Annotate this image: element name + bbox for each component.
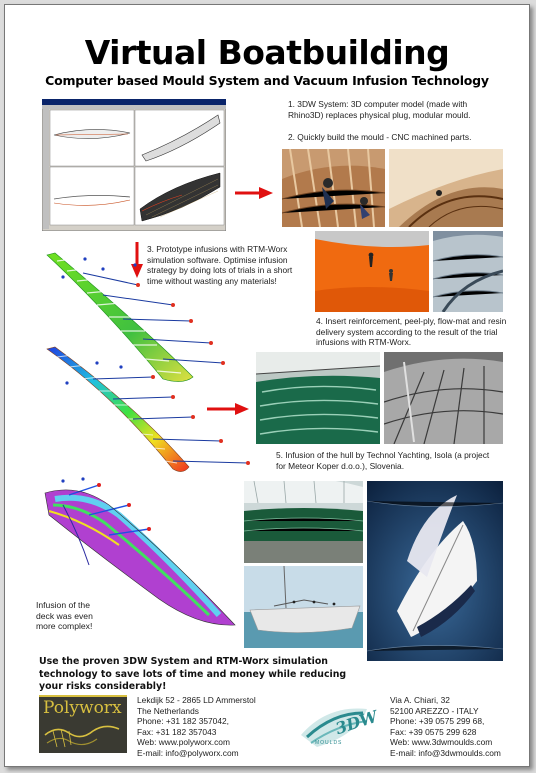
moored-boat-photo bbox=[244, 566, 363, 648]
sailing-boat-photo bbox=[367, 481, 503, 661]
threedw-line: E-mail: info@3dwmoulds.com bbox=[390, 747, 501, 758]
polyworx-address bbox=[137, 695, 297, 758]
call-to-action: Use the proven 3DW System and RTM-Worx simulation technology to save lots of time and money while reducing your risks considerably! bbox=[39, 656, 347, 693]
deck-text: Infusion of the deck was even more complex! bbox=[36, 600, 93, 632]
polyworx-line: E-mail: info@polyworx.com bbox=[137, 747, 239, 758]
page-subtitle: Computer based Mould System and Vacuum Infusion Technology bbox=[45, 73, 489, 88]
mould-laminate-photo bbox=[433, 231, 503, 312]
infusion-photo-right bbox=[384, 352, 503, 444]
step-5-text: 5. Infusion of the hull by Technol Yachting, Isola (a project for Meteor Koper d.o.o.), Slovenia. bbox=[276, 450, 490, 471]
poster-page bbox=[4, 4, 530, 767]
threedw-line: 52100 AREZZO - ITALY bbox=[390, 705, 479, 716]
polyworx-line: Phone: +31 182 357042, bbox=[137, 716, 229, 726]
orange-mould-photo bbox=[315, 231, 429, 312]
mould-photo-left bbox=[282, 149, 385, 227]
step-4-text: 4. Insert reinforcement, peel-ply, flow-mat and resin delivery system according to the result of the trial infusions with RTM-Worx. bbox=[316, 316, 507, 348]
step-2-text: 2. Quickly build the mould - CNC machined parts. bbox=[288, 132, 472, 142]
polyworx-line: Fax: +31 182 357043 bbox=[137, 726, 217, 737]
threedw-line: Phone: +39 0575 299 68, bbox=[390, 716, 485, 726]
polyworx-logo-text: Polyworx bbox=[43, 698, 122, 718]
cad-screenshot bbox=[42, 99, 226, 231]
hull-shed-photo bbox=[244, 481, 363, 563]
step-3-text: 3. Prototype infusions with RTM-Worx simulation software. Optimise infusion strategy by doing lots of trials in a short time without wasting any materials! bbox=[147, 244, 293, 286]
polyworx-line: Lekdijk 52 - 2865 LD Ammerstol bbox=[137, 695, 256, 705]
rtm-simulation-2 bbox=[43, 345, 253, 477]
page-title: Virtual Boatbuilding bbox=[84, 33, 450, 72]
threedw-line: Via A. Chiari, 32 bbox=[390, 695, 450, 705]
polyworx-line: Web: www.polyworx.com bbox=[137, 737, 230, 747]
threedw-logo-subtext: MOULDS bbox=[315, 740, 343, 746]
step-1-text: 1. 3DW System: 3D computer model (made with Rhino3D) replaces physical plug, modular mould. bbox=[288, 99, 471, 120]
threedw-address bbox=[390, 695, 530, 758]
mould-photo-right bbox=[389, 149, 503, 227]
threedw-line: Fax: +39 0575 299 628 bbox=[390, 726, 477, 737]
polyworx-line: The Netherlands bbox=[137, 705, 199, 716]
threedw-line: Web: www.3dwmoulds.com bbox=[390, 737, 493, 747]
infusion-photo-left bbox=[256, 352, 380, 444]
red-arrow-icon bbox=[233, 185, 275, 201]
threedw-logo-text: 3DW bbox=[333, 706, 380, 739]
